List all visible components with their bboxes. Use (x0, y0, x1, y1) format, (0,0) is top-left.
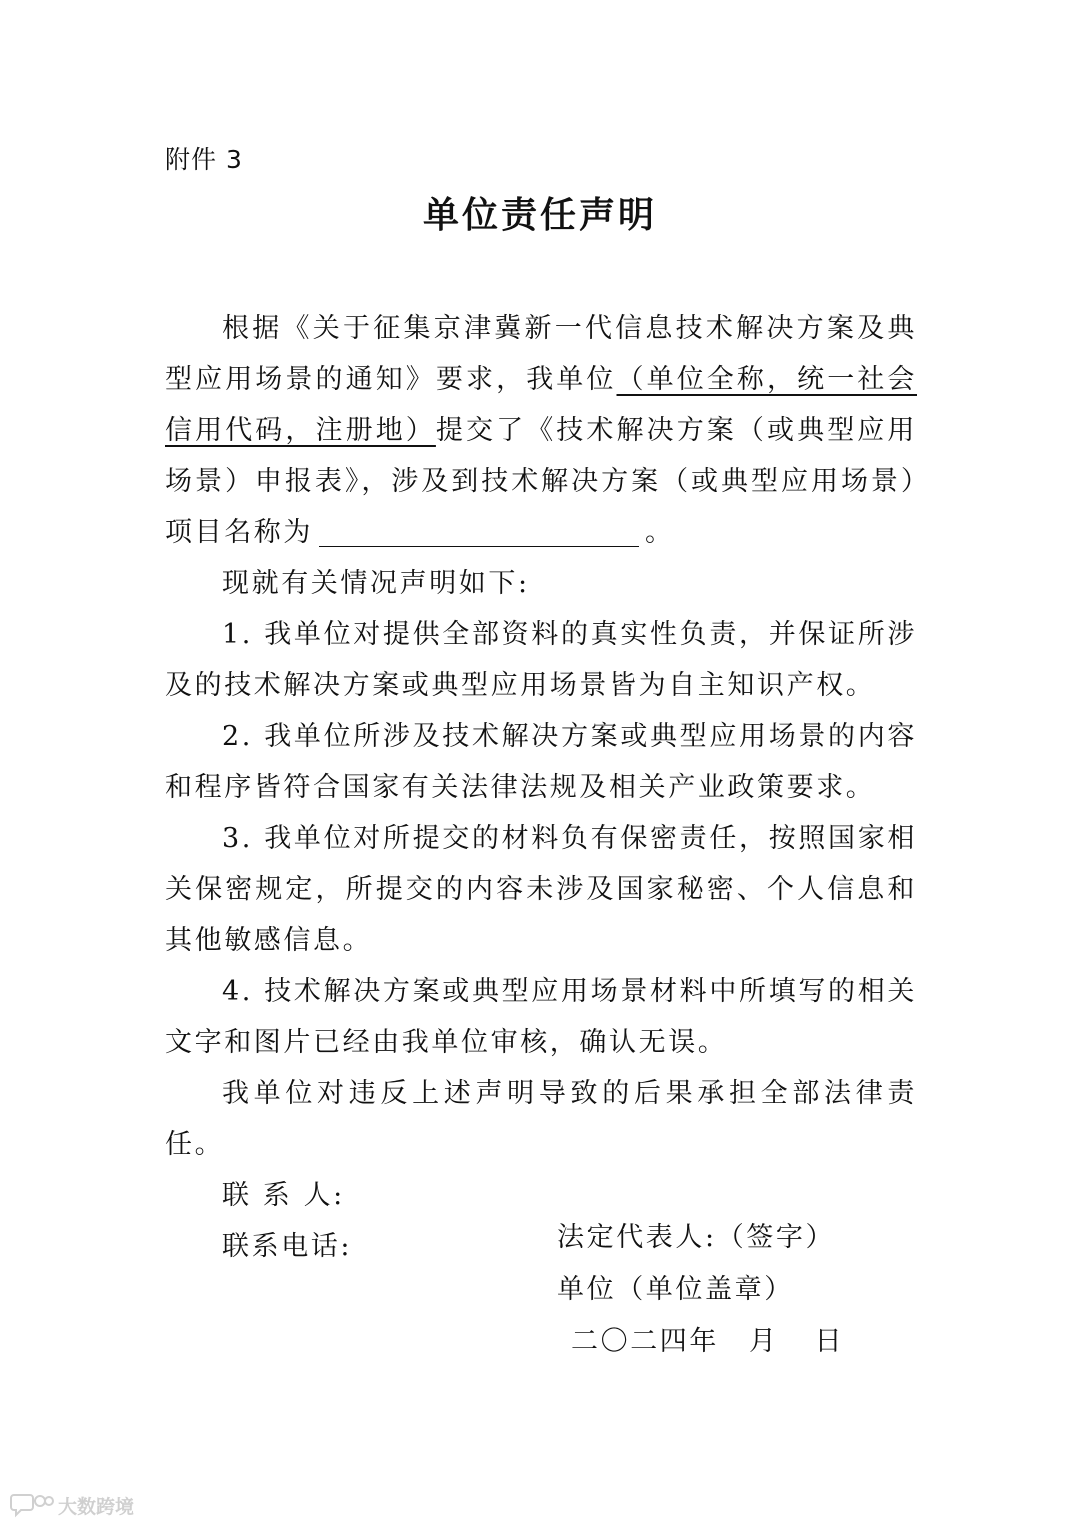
chat-bubble-logo-icon (10, 1492, 54, 1518)
date-year: 二〇二四年 (571, 1326, 719, 1357)
declare-lead: 现就有关情况声明如下: (222, 568, 530, 599)
page-title: 单位责任声明 (422, 195, 657, 236)
contact-phone-label: 联系电话: (222, 1231, 353, 1262)
intro-text-2: 提交了《技术解决方案（或典型应用场景）申报表》，涉及到技术解决方案（或典型应用场景）项目名称为 (165, 415, 917, 548)
date-month: 月 (749, 1326, 779, 1357)
signature-block (557, 1212, 844, 1368)
project-name-blank (319, 512, 639, 547)
unit-seal-label: 单位（单位盖章） (557, 1274, 794, 1305)
declaration-item-4: 4. 技术解决方案或典型应用场景材料中所填写的相关文字和图片已经由我单位审核，确认无误。 (165, 976, 917, 1058)
watermark (10, 1490, 134, 1520)
contact-person-label: 联 系 人: (222, 1180, 345, 1211)
date-day: 日 (814, 1326, 845, 1357)
intro-end: 。 (645, 517, 675, 548)
signature-date (557, 1316, 844, 1368)
legal-representative-label: 法定代表人:（签字） (557, 1222, 836, 1253)
attachment-label: 附件 3 (165, 145, 243, 174)
declaration-item-1: 1. 我单位对提供全部资料的真实性负责，并保证所涉及的技术解决方案或典型应用场景皆为自主知识产权。 (165, 619, 917, 701)
declaration-item-3: 3. 我单位对所提交的材料负有保密责任，按照国家相关保密规定，所提交的内容未涉及国家秘密、个人信息和其他敏感信息。 (165, 823, 917, 956)
intro-paragraph (165, 303, 917, 558)
declaration-body (165, 303, 917, 1272)
intro-text-1: 根据《关于征集京津冀新一代信息技术解决方案及典型应用场景的通知》要求，我单位 (165, 313, 917, 395)
declaration-item-2: 2. 我单位所涉及技术解决方案或典型应用场景的内容和程序皆符合国家有关法律法规及相关产业政策要求。 (165, 721, 917, 803)
unit-info-placeholder: （单位全称，统一社会信用代码，注册地） (165, 364, 917, 446)
watermark-text: 大数跨境 (58, 1495, 135, 1518)
responsibility-statement: 我单位对违反上述声明导致的后果承担全部法律责任。 (165, 1078, 917, 1160)
